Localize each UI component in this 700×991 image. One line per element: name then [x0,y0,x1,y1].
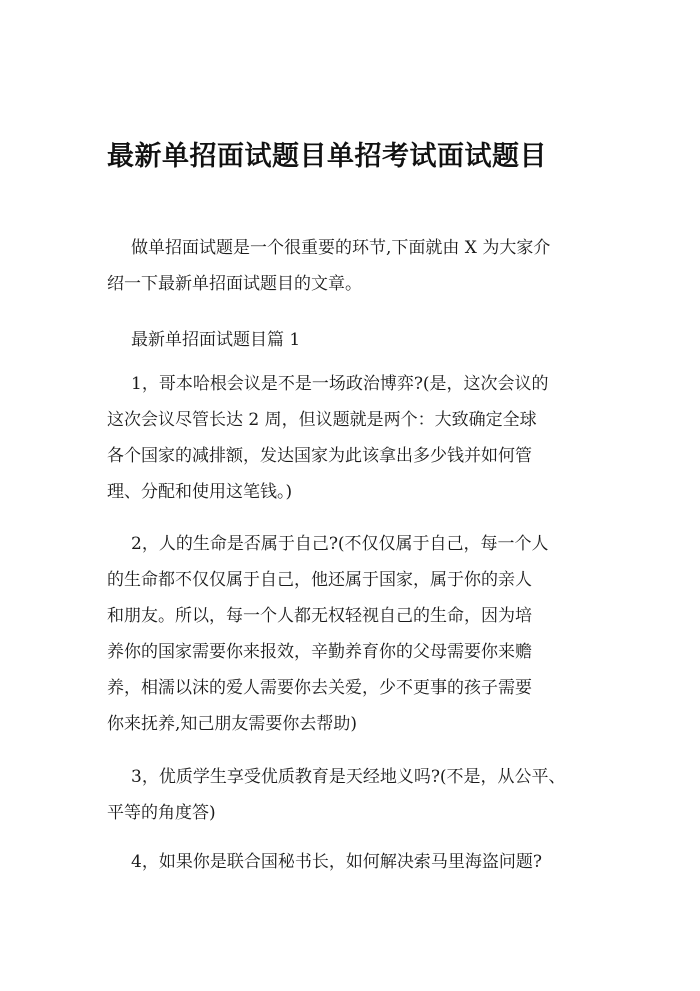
text-line: 平等的角度答) [107,803,216,823]
question-paragraph-4 [107,844,597,880]
text-line: 养，相濡以沫的爱人需要你去关爱，少不更事的孩子需要 [107,678,532,698]
text-line: 的生命都不仅仅属于自己，他还属于国家，属于你的亲人 [107,570,532,590]
text-line: 3，优质学生享受优质教育是天经地义吗?(不是，从公平、 [131,767,566,787]
text-line: 各个国家的减排额，发达国家为此该拿出多少钱并如何管 [107,446,532,466]
text-line: 做单招面试题是一个很重要的环节,下面就由 X 为大家介 [131,238,551,258]
text-line: 你来抚养,知己朋友需要你去帮助) [107,714,358,734]
text-line: 4，如果你是联合国秘书长，如何解决索马里海盗问题? [131,852,542,872]
page-title: 最新单招面试题目单招考试面试题目 [107,141,547,172]
text-line: 2，人的生命是否属于自己?(不仅仅属于自己，每一个人 [131,534,549,554]
text-line: 理、分配和使用这笔钱。) [107,482,293,502]
question-paragraph-1 [107,366,597,510]
question-paragraph-3 [107,759,597,831]
text-line: 这次会议尽管长达 2 周，但议题就是两个：大致确定全球 [107,410,537,430]
question-paragraph-2 [107,526,597,742]
section-heading [107,322,597,358]
text-line: 绍一下最新单招面试题目的文章。 [107,274,362,294]
intro-paragraph [107,230,597,302]
text-line: 养你的国家需要你来报效，辛勤养育你的父母需要你来赡 [107,642,532,662]
text-line: 1，哥本哈根会议是不是一场政治博弈?(是，这次会议的 [131,374,549,394]
section-heading-text: 最新单招面试题目篇 1 [131,330,301,350]
text-line: 和朋友。所以，每一个人都无权轻视自己的生命，因为培 [107,606,532,626]
